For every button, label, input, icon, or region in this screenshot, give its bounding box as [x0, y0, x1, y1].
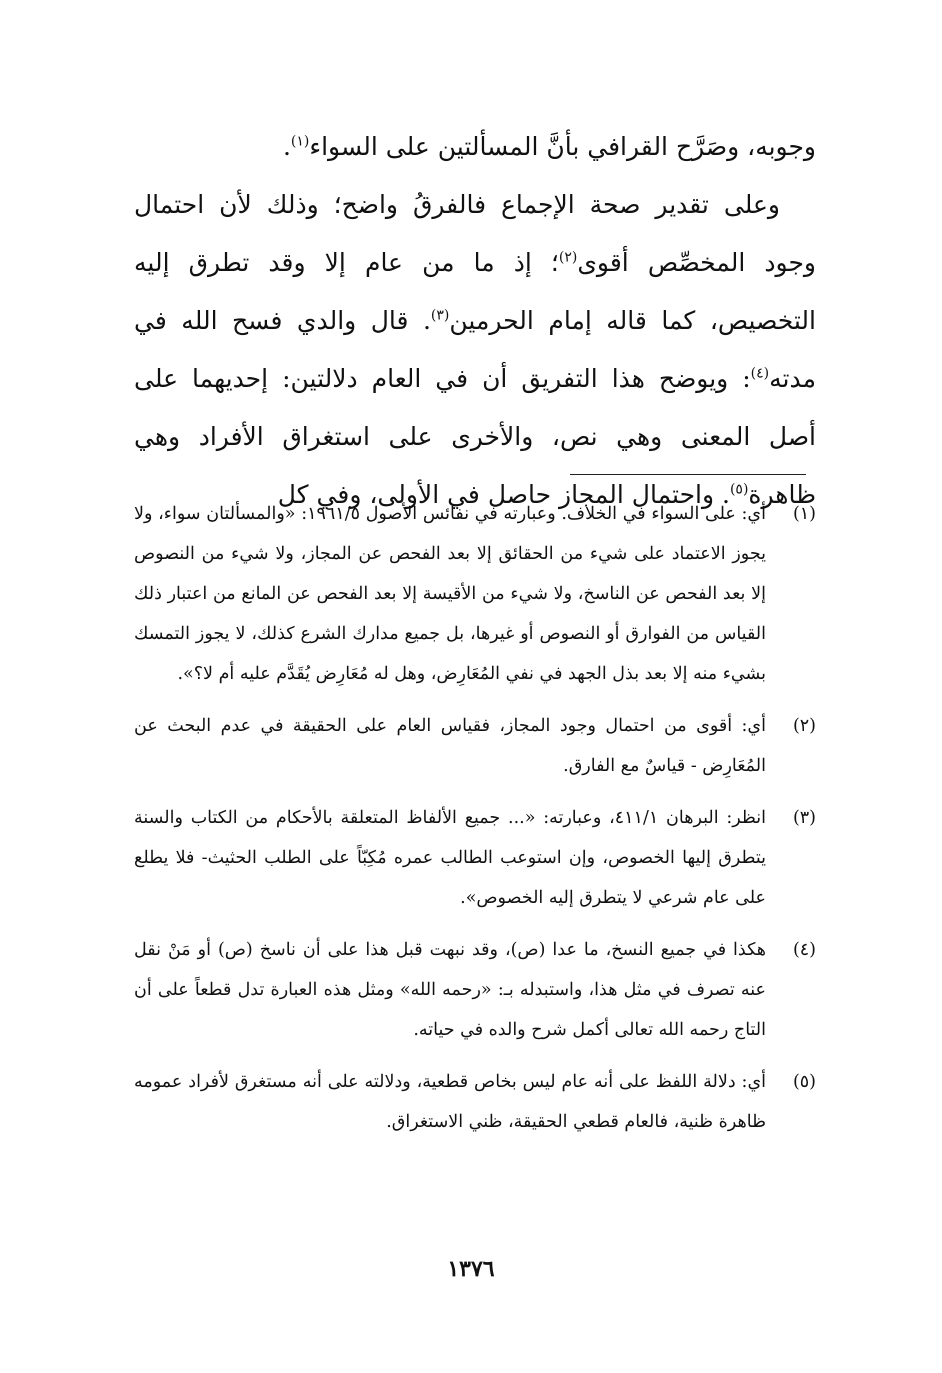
- footnote-4: [134, 930, 816, 1050]
- footnotes: [134, 494, 816, 1154]
- footnote-ref-5[interactable]: (٥): [729, 481, 749, 498]
- footnote-ref-1[interactable]: (١): [290, 133, 310, 150]
- footnote-text: انظر: البرهان ٤١١/١، وعبارته: «... جميع الألفاظ المتعلقة بالأحكام من الكتاب والسنة يتطرق إليها الخصوص، وإن استوعب الطالب عمره مُكِبّاً على الطلب الحثيث- فلا يطلع على عام شرعي لا يتطرق إليه الخصوص».: [134, 808, 767, 908]
- footnote-separator: [570, 474, 806, 475]
- footnote-ref-3[interactable]: (٣): [430, 307, 450, 324]
- footnote-text: أي: دلالة اللفظ على أنه عام ليس بخاص قطعية، ودلالته على أنه مستغرق لأفراد عمومه ظاهرة ظنية، فالعام قطعي الحقيقة، ظني الاستغراق.: [134, 1072, 766, 1132]
- footnote-text: أي: على السواء في الخلاف. وعبارته في نفائس الأصول ١٩٦١/٥: «والمسألتان سواء، ولا يجوز الاعتماد على شيء من الحقائق إلا بعد الفحص عن المجاز، ولا شيء من النصوص إلا بعد الفحص عن الناسخ، ولا شيء من الأقيسة إلا بعد الفحص عن المانع من اعتبار ذلك القياس من الفوارق أو النصوص أو غيرها، بل جميع مدارك الشرع كذلك، لا يجوز التمسك بشيء منه إلا بعد بذل الجهد في نفي المُعَارِض، وهل له مُعَارِض يُقَدَّم عليه أم لا؟».: [134, 504, 766, 684]
- footnote-2: [134, 706, 816, 786]
- footnote-text: أي: أقوى من احتمال وجود المجاز، فقياس العام على الحقيقة في عدم البحث عن المُعَارِض - قياسٌ مع الفارق.: [134, 716, 766, 776]
- footnote-3: [134, 798, 816, 918]
- footnote-number: (١): [792, 504, 816, 524]
- paragraph-2: وعلى تقدير صحة الإجماع فالفرقُ واضح؛ وذلك لأن احتمال وجود المخصِّص أقوى$^{(٢)}$؛ إذ ما من عام إلا وقد تطرق إليه التخصيص، كما قاله إمام الحرمين$^{(٣)}$. قال والدي فسح الله في مدته$^{(٤)}$: ويوضح هذا التفريق أن في العام دلالتين: إحديهما على أصل المعنى وهي نص، والأخرى على استغراق الأفراد وهي ظاهرة$^{(٥)}$. واحتمال المجاز حاصل في الأولى، وفي كل: [134, 190, 816, 509]
- footnote-number: (٤): [792, 940, 816, 960]
- footnote-number: (٣): [792, 808, 816, 828]
- footnote-number: (٢): [792, 716, 816, 736]
- main-text: [134, 118, 816, 524]
- footnote-text: هكذا في جميع النسخ، ما عدا (ص)، وقد نبهت قبل هذا على أن ناسخ (ص) أو مَنْ نقل عنه تصرف في مثل هذا، واستبدله بـ: «رحمه الله» ومثل هذه العبارة تدل قطعاً على أن التاج رحمه الله تعالى أكمل شرح والده في حياته.: [134, 940, 766, 1040]
- footnote-number: (٥): [792, 1072, 816, 1092]
- footnote-ref-2[interactable]: (٢): [558, 249, 578, 266]
- footnote-1: [134, 494, 816, 694]
- footnote-5: [134, 1062, 816, 1142]
- page-number: ١٣٧٦: [447, 1256, 495, 1282]
- paragraph-1: وجوبه، وصَرَّح القرافي بأنَّ المسألتين على السواء$^{(١)}$.: [282, 132, 816, 161]
- footnote-ref-4[interactable]: (٤): [750, 365, 770, 382]
